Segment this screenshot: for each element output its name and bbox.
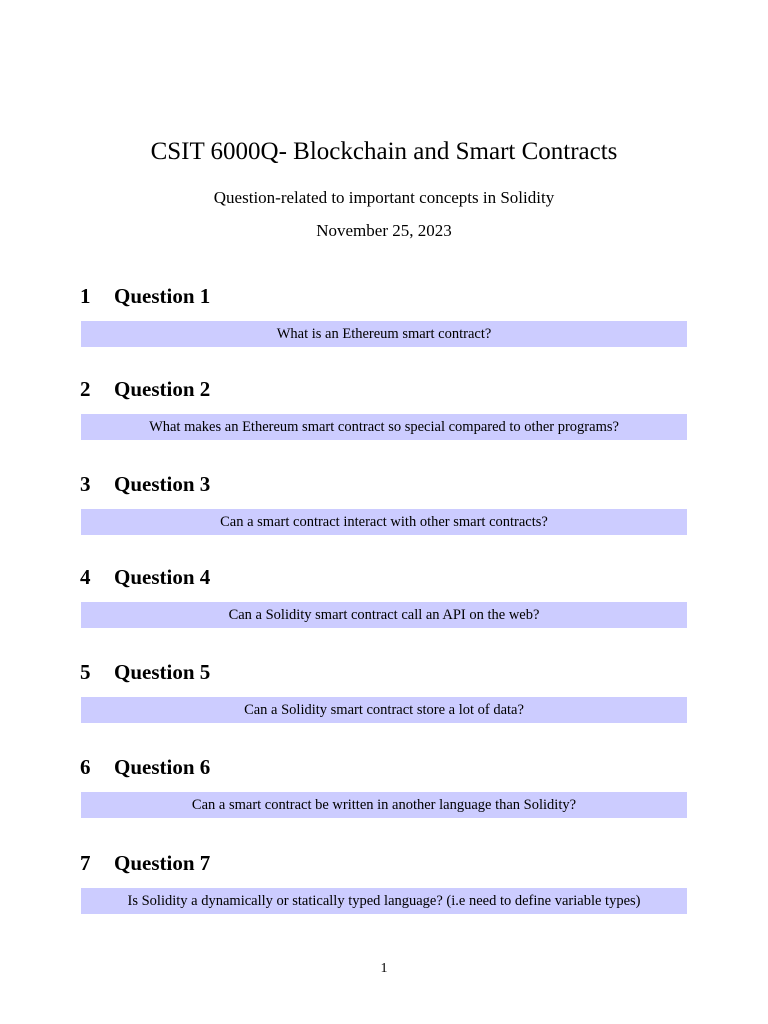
section-number: 4	[80, 565, 91, 589]
section-title: Question 3	[114, 472, 211, 496]
question-box: What makes an Ethereum smart contract so special compared to other programs?	[81, 414, 687, 440]
section-number: 7	[80, 851, 91, 875]
section-question-7	[0, 850, 768, 930]
question-box: What is an Ethereum smart contract?	[81, 321, 687, 347]
question-box: Can a smart contract be written in another language than Solidity?	[81, 792, 687, 818]
section-question-3	[0, 471, 768, 551]
question-box: Can a Solidity smart contract call an API on the web?	[81, 602, 687, 628]
section-title: Question 5	[114, 660, 211, 684]
document-date: November 25, 2023	[316, 221, 452, 240]
section-title: Question 1	[114, 284, 211, 308]
question-box: Can a smart contract interact with other smart contracts?	[81, 509, 687, 535]
section-number: 1	[80, 284, 91, 308]
section-question-2	[0, 376, 768, 456]
section-question-5	[0, 659, 768, 739]
section-number: 3	[80, 472, 91, 496]
question-box: Is Solidity a dynamically or statically typed language? (i.e need to define variable types)	[81, 888, 687, 914]
document-title: CSIT 6000Q- Blockchain and Smart Contracts	[150, 138, 618, 165]
section-title: Question 6	[114, 755, 211, 779]
section-number: 6	[80, 755, 91, 779]
section-number: 5	[80, 660, 91, 684]
section-question-1	[0, 283, 768, 363]
section-question-6	[0, 754, 768, 834]
page-number: 1	[380, 961, 388, 976]
section-title: Question 2	[114, 377, 211, 401]
document-subtitle: Question-related to important concepts in Solidity	[213, 188, 555, 207]
question-box: Can a Solidity smart contract store a lot of data?	[81, 697, 687, 723]
section-question-4	[0, 564, 768, 644]
section-number: 2	[80, 377, 91, 401]
section-title: Question 7	[114, 851, 211, 875]
section-title: Question 4	[114, 565, 211, 589]
